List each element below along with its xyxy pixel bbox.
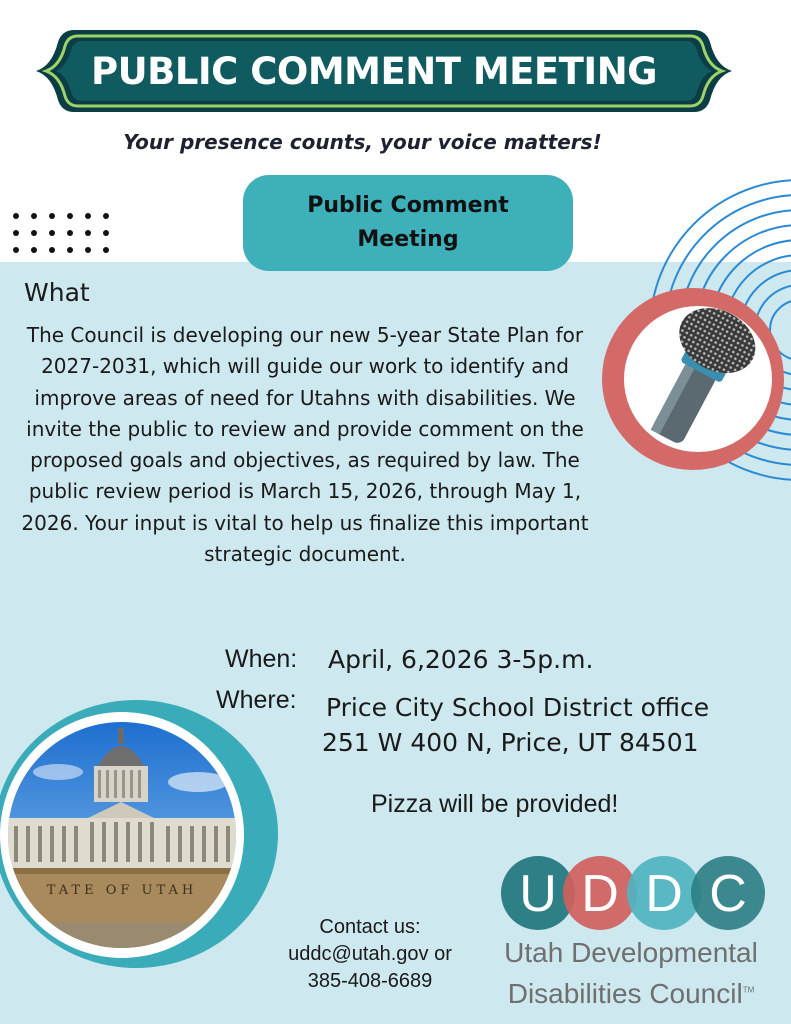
logo-letter-d2: D: [645, 865, 683, 923]
tagline: Your presence counts, your voice matters!: [123, 130, 602, 154]
where-label: Where:: [216, 686, 297, 714]
uddc-logo-letters: [500, 853, 770, 933]
logo-letter-u: U: [519, 865, 557, 923]
capitol-frieze: TATE OF UTAH: [46, 883, 198, 898]
capitol-building-icon: [8, 722, 236, 948]
when-value: April, 6,2026 3-5p.m.: [328, 645, 594, 674]
capitol-image: [8, 722, 236, 948]
contact-heading: Contact us:: [319, 916, 421, 938]
meeting-pill: Public Comment Meeting: [243, 175, 573, 271]
what-body: The Council is developing our new 5-year State Plan for 2027-2031, which will guide our work to identify and improve areas of need for Utahns with disabilities. We invite the public to review and provide comment on the proposed goals and objectives, as required by law. The public review period is March 15, 2026, through May 1, 2026. Your input is vital to help us finalize this important strategic document.: [21, 323, 589, 567]
microphone-image: [624, 306, 772, 452]
contact-phone[interactable]: 385-408-6689: [307, 970, 433, 992]
dots-decoration: [12, 212, 112, 258]
when-label: When:: [225, 645, 298, 673]
contact-block: [258, 914, 482, 995]
logo-line-1: Utah Developmental: [504, 937, 758, 968]
logo-line-2: [496, 978, 766, 1010]
contact-email[interactable]: uddc@utah.gov or: [288, 943, 452, 965]
pizza-note: Pizza will be provided!: [371, 790, 619, 818]
where-line-2: 251 W 400 N, Price, UT 84501: [322, 728, 699, 757]
banner-title: PUBLIC COMMENT MEETING: [90, 49, 658, 93]
logo-letter-c: C: [709, 865, 747, 923]
trademark-mark: TM: [742, 985, 755, 995]
uddc-logo: [496, 853, 776, 1018]
title-banner: [34, 26, 734, 116]
logo-letter-d1: D: [581, 865, 619, 923]
microphone-icon: [624, 306, 772, 452]
where-line-1: Price City School District office: [326, 693, 710, 722]
what-heading: What: [24, 278, 90, 307]
logo-line-2-text: Disabilities Council: [507, 978, 743, 1009]
